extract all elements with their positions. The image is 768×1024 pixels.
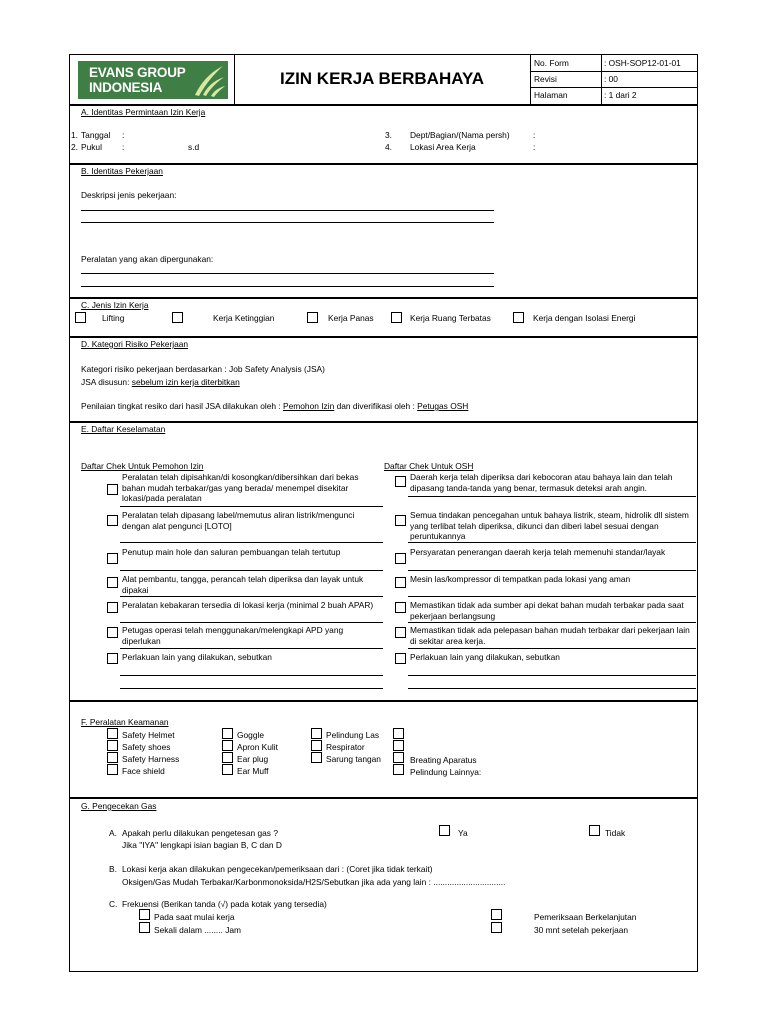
equipment-label: Peralatan yang akan dipergunakan: [81,254,214,264]
gas-a-note: Jika "IYA" lengkapi isian bagian B, C dan D [122,840,282,850]
osh-item-1: Daerah kerja telah diperiksa dari kebocoran atau bahaya lain dan telah dipasang tanda-tanda yang benar, termasuk deteksi arah angin. [410,472,673,493]
meta-label-halaman: Halaman [534,90,568,100]
checkbox-goggle[interactable] [222,728,233,739]
checklist-osh-title: Daftar Chek Untuk OSH [384,461,474,471]
meta-value-halaman: : 1 dari 2 [604,90,637,100]
checkbox-osh-4[interactable] [395,577,406,588]
gas-b-text: Lokasi kerja akan dilakukan pengecekan/pemeriksaan dari : (Coret jika tidak terkait) [122,864,433,874]
logo-text-line1: EVANS GROUP [89,65,186,80]
applicant-item-7: Perlakuan lain yang dilakukan, sebutkan [122,652,272,662]
checkbox-freq-interval[interactable] [139,922,150,933]
checkbox-applicant-5[interactable] [107,602,118,613]
gas-c-text: Frekuensi (Berikan tanda (√) pada kotak yang tersedia) [122,899,327,909]
checkbox-freq-continuous[interactable] [491,909,502,920]
job-description-line-1[interactable] [81,210,494,211]
field-pukul-sd: s.d [188,142,200,152]
option-kerja-ketinggian: Kerja Ketinggian [213,313,275,323]
field-dept-label: Dept/Bagian/(Nama persh) [410,130,510,140]
checkbox-applicant-3[interactable] [107,553,118,564]
checkbox-extra-2[interactable] [393,740,404,751]
ppe-apron-kulit: Apron Kulit [237,742,278,752]
checkbox-applicant-1[interactable] [107,484,118,495]
checklist-applicant-title: Daftar Chek Untuk Pemohon Izin [81,461,204,471]
form-title: IZIN KERJA BERBAHAYA [279,69,485,88]
logo-text-line2: INDONESIA [89,80,163,95]
risk-assessment-text: Penilaian tingkat resiko dari hasil JSA dilakukan oleh : Pemohon Izin dan diverifikasi oleh : Petugas OSH [81,401,469,411]
freq-30min-label: 30 mnt setelah pekerjaan [534,925,629,935]
checkbox-respirator[interactable] [311,740,322,751]
checkbox-kerja-ruang-terbatas[interactable] [391,312,402,323]
section-b-title: B. Identitas Pekerjaan [81,166,163,176]
checkbox-pelindung-lainnya[interactable] [393,764,404,775]
ppe-respirator: Respirator [326,742,365,752]
gas-option-ya: Ya [458,828,468,838]
osh-item-3: Persyaratan penerangan daerah kerja telah memenuhi standar/layak [410,547,666,557]
option-kerja-isolasi-energi: Kerja dengan Isolasi Energi [533,313,636,323]
field-dept-num: 3. [385,130,392,140]
checkbox-applicant-4[interactable] [107,577,118,588]
field-tanggal-num: 1. [71,130,78,140]
field-lokasi-label: Lokasi Area Kerja [410,142,476,152]
job-description-label: Deskripsi jenis pekerjaan: [81,190,177,200]
applicant-item-2: Peralatan telah dipasang label/memutus aliran listrik/mengunci dengan alat pengunci [LOTO] [122,510,355,531]
ppe-safety-helmet: Safety Helmet [122,730,175,740]
field-lokasi-num: 4. [385,142,392,152]
checkbox-freq-30min[interactable] [491,922,502,933]
freq-start-label: Pada saat mulai kerja [154,912,235,922]
osh-item-4: Mesin las/kompressor di tempatkan pada lokasi yang aman [410,574,631,584]
gas-c-label: C. [109,899,118,909]
gas-a-question: Apakah perlu dilakukan pengetesan gas ? [122,828,278,838]
ppe-ear-plug: Ear plug [237,754,269,764]
option-kerja-panas: Kerja Panas [328,313,374,323]
ppe-breating-aparatus: Breating Aparatus [410,755,477,765]
job-description-line-2[interactable] [81,222,494,223]
applicant-item-1: Peralatan telah dipisahkan/di kosongkan/dibersihkan dari bekas bahan mudah terbakar/gas yang berada/ menempel disekitar lokasi/pada peralatan [122,472,359,503]
field-lokasi-colon: : [533,142,536,152]
jsa-timing-text: JSA disusun: sebelum izin kerja diterbitkan [81,377,240,387]
company-logo [78,61,228,99]
equipment-line-2[interactable] [81,286,494,287]
field-tanggal-label: Tanggal [81,130,111,140]
applicant-item-5: Peralatan kebakaran tersedia di lokasi kerja (minimal 2 buah APAR) [122,600,374,610]
osh-item-2: Semua tindakan pencegahan untuk bahaya listrik, steam, hidrolik dll sistem yang terlibat telah diperiksa, dikunci dan diberi label sesuai dengan peruntukannya [410,510,689,541]
checkbox-applicant-2[interactable] [107,515,118,526]
checkbox-osh-5[interactable] [395,602,406,613]
checkbox-safety-helmet[interactable] [107,728,118,739]
ppe-pelindung-las: Pelindung Las [326,730,380,740]
checkbox-osh-7[interactable] [395,653,406,664]
meta-value-revisi: : 00 [604,74,618,84]
option-kerja-ruang-terbatas: Kerja Ruang Terbatas [410,313,491,323]
applicant-item-6: Petugas operasi telah menggunakan/melengkapi APD yang diperlukan [122,625,344,646]
palm-leaf-icon [191,63,227,97]
field-tanggal-colon: : [122,130,125,140]
checkbox-applicant-6[interactable] [107,627,118,638]
osh-item-7: Perlakuan lain yang dilakukan, sebutkan [410,652,560,662]
gas-b-label: B. [109,864,117,874]
applicant-item-4: Alat pembantu, tangga, perancah telah diperiksa dan layak untuk dipakai [122,574,364,595]
checkbox-kerja-panas[interactable] [307,312,318,323]
meta-label-revisi: Revisi [534,74,557,84]
gas-a-label: A. [109,828,117,838]
applicant-other-line-2[interactable] [120,688,383,689]
ppe-face-shield: Face shield [122,766,165,776]
ppe-safety-harness: Safety Harness [122,754,180,764]
ppe-pelindung-lainnya: Pelindung Lainnya: [410,767,482,777]
checkbox-extra-1[interactable] [393,728,404,739]
checkbox-osh-1[interactable] [395,476,406,487]
option-lifting: Lifting [102,313,125,323]
section-f-title: F. Peralatan Keamanan [81,717,169,727]
checkbox-applicant-7[interactable] [107,653,118,664]
risk-basis-text: Kategori risiko pekerjaan berdasarkan : Job Safety Analysis (JSA) [81,364,325,374]
equipment-line-1[interactable] [81,273,494,274]
checkbox-gas-tidak[interactable] [589,825,600,836]
applicant-other-line-1[interactable] [120,675,383,676]
checkbox-safety-shoes[interactable] [107,740,118,751]
freq-interval-label: Sekali dalam ........ Jam [154,925,242,935]
field-pukul-colon: : [122,142,125,152]
section-a-title: A. Identitas Permintaan Izin Kerja [81,107,206,117]
field-pukul-label: Pukul [81,142,102,152]
applicant-item-3: Penutup main hole dan saluran pembuangan telah tertutup [122,547,341,557]
ppe-sarung-tangan: Sarung tangan [326,754,381,764]
ppe-goggle: Goggle [237,730,265,740]
checkbox-pelindung-las[interactable] [311,728,322,739]
checkbox-freq-start[interactable] [139,909,150,920]
osh-item-6: Memastikan tidak ada pelepasan bahan mudah terbakar dari pekerjaan lain di sekitar area kerja. [410,625,690,646]
checkbox-kerja-ketinggian[interactable] [172,312,183,323]
field-dept-colon: : [533,130,536,140]
checkbox-gas-ya[interactable] [439,825,450,836]
checkbox-breating-aparatus[interactable] [393,752,404,763]
meta-value-form: : OSH-SOP12-01-01 [604,58,681,68]
checkbox-sarung-tangan[interactable] [311,752,322,763]
osh-other-line-2[interactable] [408,688,696,689]
checkbox-lifting[interactable] [75,312,86,323]
section-e-title: E. Daftar Keselamatan [81,424,166,434]
checkbox-apron-kulit[interactable] [222,740,233,751]
checkbox-kerja-isolasi-energi[interactable] [513,312,524,323]
ppe-ear-muff: Ear Muff [237,766,269,776]
checkbox-ear-plug[interactable] [222,752,233,763]
field-pukul-num: 2. [71,142,78,152]
checkbox-ear-muff[interactable] [222,764,233,775]
checkbox-osh-3[interactable] [395,553,406,564]
osh-item-5: Memastikan tidak ada sumber api dekat bahan mudah terbakar pada saat pekerjaan berlangsung [410,600,684,621]
checkbox-osh-2[interactable] [395,515,406,526]
checkbox-safety-harness[interactable] [107,752,118,763]
section-g-title: G. Pengecekan Gas [81,801,157,811]
gas-option-tidak: Tidak [605,828,626,838]
section-d-title: D. Kategori Risiko Pekerjaan [81,339,189,349]
section-c-title: C. Jenis Izin Kerja [81,300,149,310]
freq-continuous-label: Pemeriksaan Berkelanjutan [534,912,637,922]
gas-b-types: Oksigen/Gas Mudah Terbakar/Karbonmonoksida/H2S/Sebutkan jika ada yang lain : ............................... [122,877,506,887]
meta-label-form: No. Form [534,58,569,68]
osh-other-line-1[interactable] [408,675,696,676]
checkbox-osh-6[interactable] [395,627,406,638]
ppe-safety-shoes: Safety shoes [122,742,171,752]
checkbox-face-shield[interactable] [107,764,118,775]
